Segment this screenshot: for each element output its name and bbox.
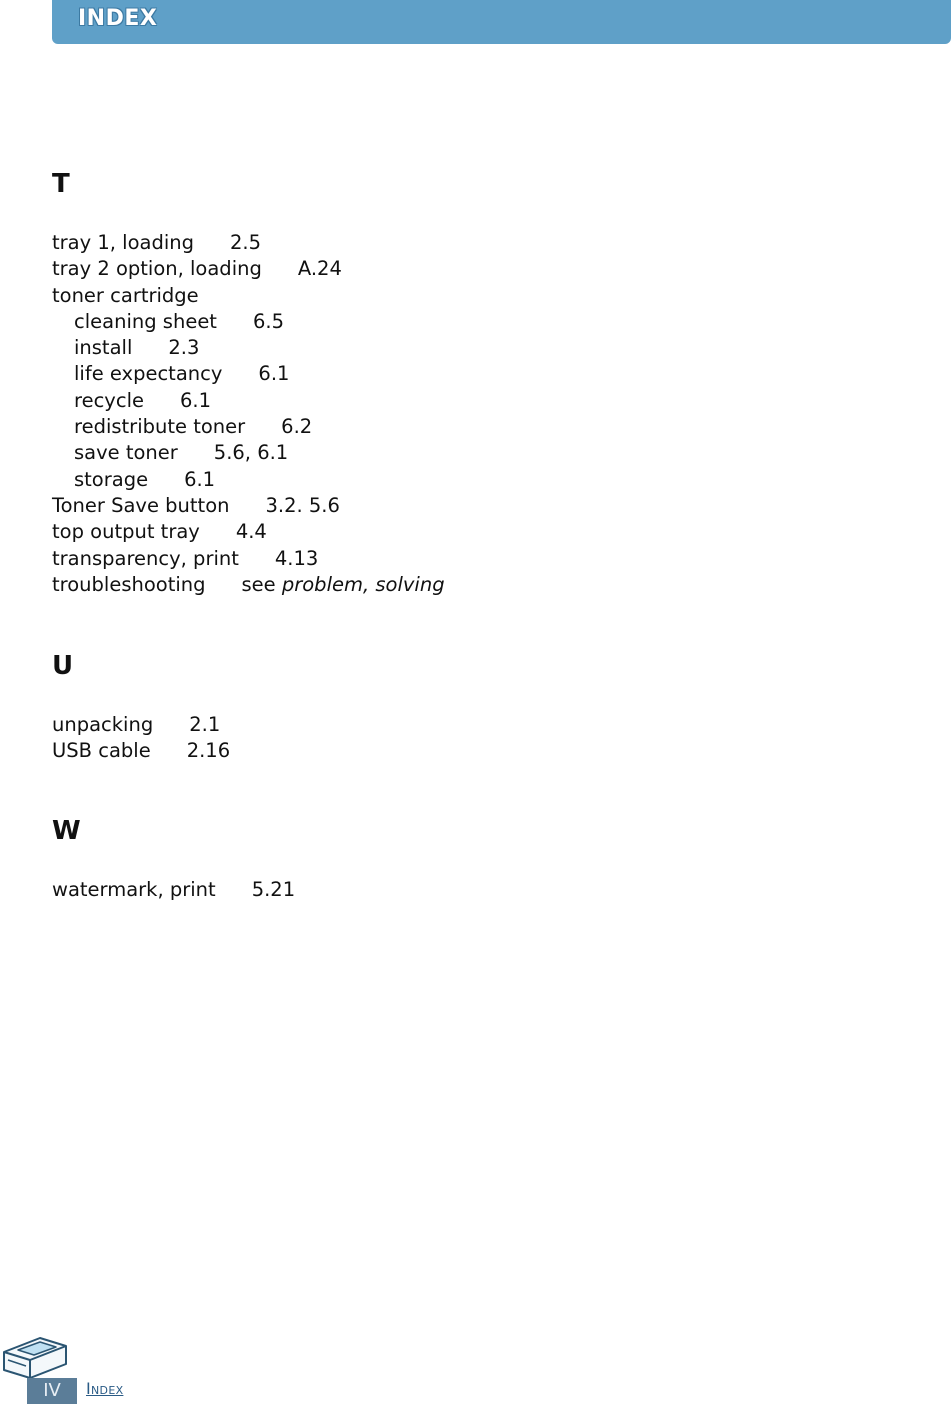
section-letter: T <box>52 169 70 199</box>
entry-ref[interactable]: 6.5 <box>252 309 284 333</box>
entry-term: cleaning sheet <box>74 309 217 333</box>
entry-ref[interactable]: 3.2. 5.6 <box>265 493 340 517</box>
index-subentry <box>52 335 912 361</box>
entry-ref[interactable]: 2.5 <box>229 231 261 254</box>
entry-term: recycle <box>74 388 144 412</box>
index-subentry <box>52 414 912 440</box>
entry-ref[interactable]: 6.2 <box>281 415 313 439</box>
header-bar <box>52 0 951 44</box>
entry-term: save toner <box>74 441 178 465</box>
section-spacer <box>52 765 912 807</box>
index-subentry <box>52 440 912 466</box>
entry-term: unpacking <box>52 713 154 737</box>
entry-see: see <box>241 572 276 596</box>
entry-term: watermark, print <box>52 877 216 901</box>
section-spacer <box>52 598 912 642</box>
entry-term: toner cartridge <box>52 283 199 307</box>
entry-term: Toner Save button <box>52 493 230 517</box>
index-content <box>52 160 912 903</box>
index-entry <box>52 712 912 738</box>
index-subentry <box>52 467 912 493</box>
entry-ref[interactable]: 5.21 <box>251 877 296 901</box>
index-section-w <box>52 807 912 903</box>
printer-icon <box>0 1330 70 1378</box>
index-entry <box>52 572 912 598</box>
index-entry <box>52 877 912 903</box>
section-letter: U <box>52 651 74 682</box>
index-section-t <box>52 160 912 598</box>
index-subentry <box>52 361 912 387</box>
entry-ref[interactable]: 6.1 <box>184 467 216 491</box>
entry-ref[interactable]: 6.1 <box>179 388 211 412</box>
entry-ref[interactable]: 6.1 <box>258 362 290 386</box>
entry-term: install <box>74 336 133 360</box>
index-entry <box>52 546 912 572</box>
index-subentry <box>52 388 912 414</box>
entry-list <box>52 712 912 765</box>
footer-section-label: Index <box>86 1379 124 1398</box>
entry-term: redistribute toner <box>74 415 246 439</box>
entry-ref[interactable]: A.24 <box>297 257 342 281</box>
index-entry <box>52 230 912 256</box>
entry-term: tray 2 option, loading <box>52 257 262 281</box>
index-entry <box>52 493 912 519</box>
entry-ref[interactable]: 4.13 <box>274 546 319 570</box>
entry-term: life expectancy <box>74 362 223 386</box>
entry-ref[interactable]: 2.1 <box>189 713 221 737</box>
entry-term: transparency, print <box>52 546 239 570</box>
entry-term: tray 1, loading <box>52 231 194 254</box>
section-letter: W <box>52 815 81 846</box>
index-entry <box>52 283 912 309</box>
entry-ref[interactable]: 2.3 <box>168 336 200 360</box>
entry-list <box>52 877 912 903</box>
page-footer <box>0 1330 200 1404</box>
index-entry <box>52 738 912 764</box>
entry-list <box>52 230 912 598</box>
entry-ref[interactable]: 5.6, 6.1 <box>213 441 289 465</box>
page-number-box <box>27 1378 77 1404</box>
index-subentry <box>52 309 912 335</box>
index-entry <box>52 519 912 545</box>
index-entry <box>52 256 912 282</box>
entry-ref[interactable]: 4.4 <box>235 520 267 544</box>
entry-term: storage <box>74 467 149 491</box>
page-title: INDEX <box>78 6 158 31</box>
entry-ref[interactable]: 2.16 <box>186 739 231 763</box>
entry-term: USB cable <box>52 739 151 763</box>
page-number: IV <box>43 1380 61 1401</box>
entry-term: top output tray <box>52 520 200 544</box>
entry-cross-ref[interactable]: problem, solving <box>281 572 445 596</box>
entry-term: troubleshooting <box>52 572 206 596</box>
index-section-u <box>52 642 912 765</box>
